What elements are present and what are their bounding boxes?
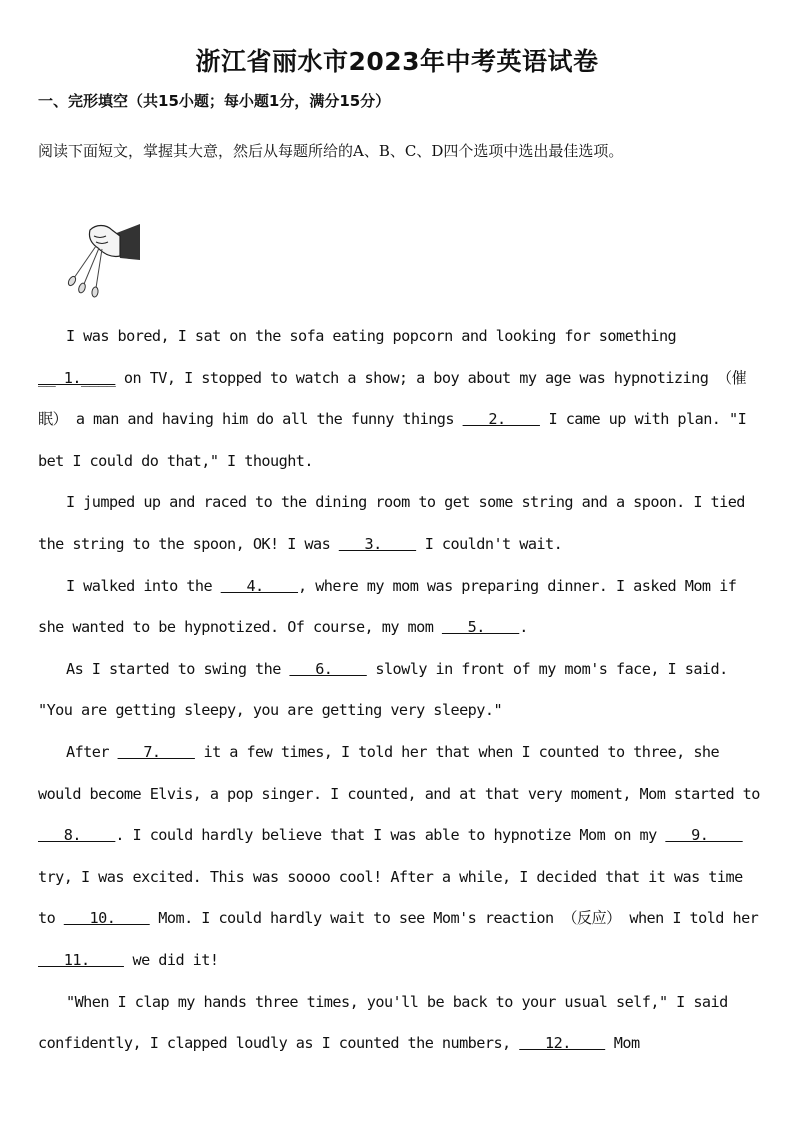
- paragraph-1: I was bored, I sat on the sofa eating popcorn and looking for something __ 1.____ on TV, I stopped to watch a show; a boy about my age was hypnotizing （催眠） a man and having him do all the funny things 2. I came up with plan. "I bet I could do that," I thought.: [38, 327, 747, 470]
- blank-1: __ 1.____: [38, 368, 116, 387]
- blank-3: 3.: [338, 534, 417, 553]
- hypnosis-illustration: [66, 218, 146, 300]
- paragraph-5: After 7. it a few times, I told her that when I counted to three, she would become Elvis, a pop singer. I counted, and at that very moment, Mom started to 8. . I could hardly believe that I was able to hypnotize Mom on my 9. try, I was excited. This was soooo cool! After a while, I decided that it was time to 10. Mom. I could hardly wait to see Mom's reaction （反应） when I told her 11. we did it!: [38, 742, 760, 969]
- blank-11: 11.: [38, 950, 124, 969]
- paragraph-6: "When I clap my hands three times, you'll be back to your usual self," I said confidently, I clapped loudly as I counted the numbers, 12. Mom: [38, 992, 728, 1053]
- blank-2: 2.: [462, 410, 540, 429]
- blank-5: 5.: [441, 618, 520, 637]
- section-heading: 一、完形填空（共15小题；每小题1分，满分15分）: [38, 92, 391, 110]
- blank-9: 9.: [665, 826, 743, 845]
- instructions: 阅读下面短文，掌握其大意，然后从每题所给的A、B、C、D四个选项中选出最佳选项。: [38, 142, 624, 160]
- blank-8: 8.: [38, 826, 116, 845]
- page-title: 浙江省丽水市2023年中考英语试卷: [195, 47, 599, 76]
- blank-10: 10.: [63, 909, 150, 928]
- blank-12: 12.: [519, 1034, 606, 1053]
- blank-6: 6.: [289, 659, 367, 678]
- blank-4: 4.: [220, 576, 299, 595]
- blank-7: 7.: [117, 742, 195, 761]
- hand-holding-spoon-icon: [66, 218, 146, 300]
- cloze-passage: [38, 316, 760, 1065]
- paragraph-2: I jumped up and raced to the dining room to get some string and a spoon. I tied the string to the spoon, OK! I was 3. I couldn't wait.: [38, 493, 745, 553]
- paragraph-3: I walked into the 4. , where my mom was preparing dinner. I asked Mom if she wanted to be hypnotized. Of course, my mom 5. .: [38, 576, 737, 637]
- paragraph-4: As I started to swing the 6. slowly in front of my mom's face, I said. "You are getting sleepy, you are getting very sleepy.": [38, 659, 728, 720]
